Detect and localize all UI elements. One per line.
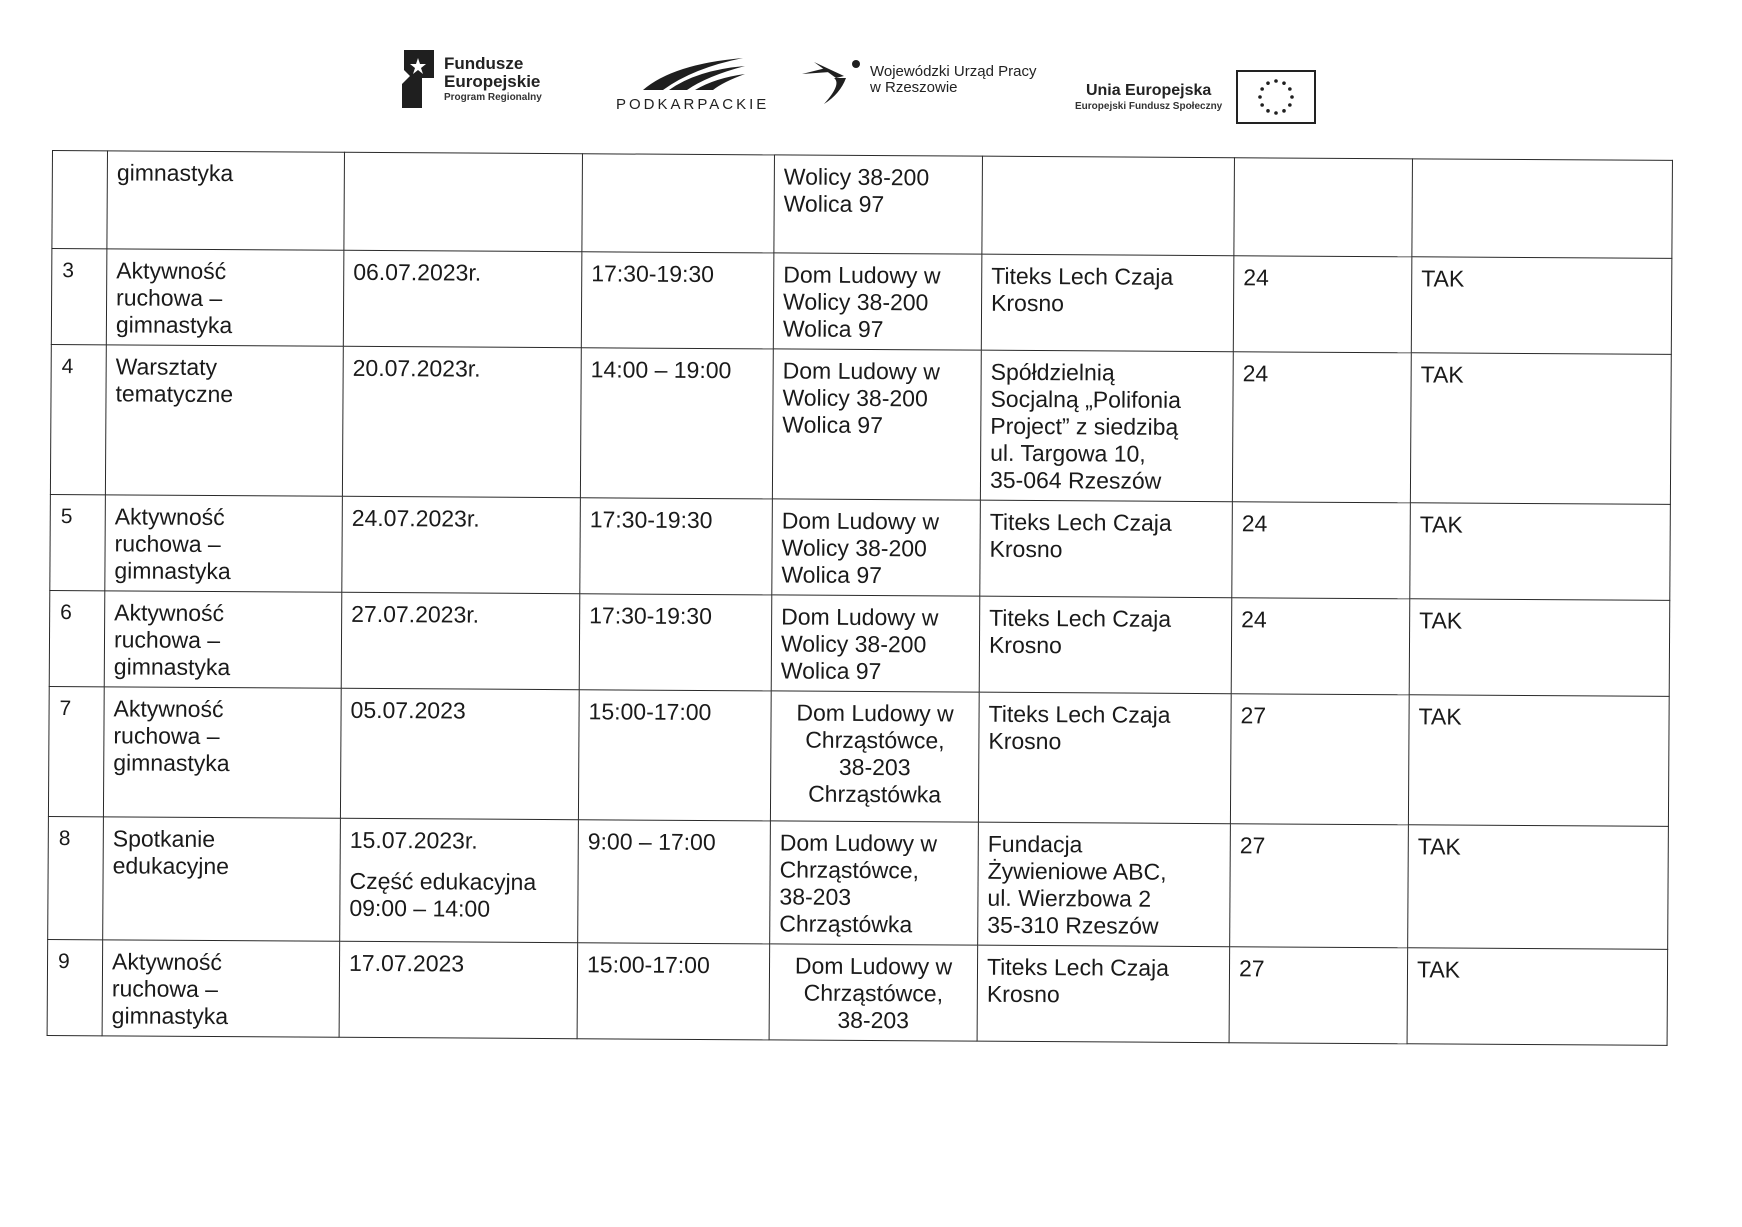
provider-line: Krosno xyxy=(986,980,1060,1008)
place-line: Chrząstówce, xyxy=(803,979,944,1007)
flag-text: TAK xyxy=(1418,703,1462,730)
provider-line: Project” z siedzibą xyxy=(990,412,1179,440)
eu-star xyxy=(1282,109,1286,113)
flag-text: TAK xyxy=(1419,511,1463,538)
provider-line: Fundacja xyxy=(987,830,1083,858)
cell-provider xyxy=(981,254,1234,352)
provider-line: Krosno xyxy=(988,631,1062,659)
wup-logo xyxy=(800,54,1036,106)
time-text: 17:30-19:30 xyxy=(591,260,715,288)
cell-place xyxy=(773,253,982,350)
cell-count xyxy=(1232,352,1411,503)
cell-time xyxy=(581,252,774,349)
date-line: 20.07.2023r. xyxy=(352,354,481,382)
cell-place xyxy=(770,691,979,822)
cell-count xyxy=(1230,824,1409,948)
activity-line: ruchowa – xyxy=(116,284,223,312)
cell-count xyxy=(1234,158,1413,257)
eu-star xyxy=(1266,81,1270,85)
cell-time xyxy=(578,690,771,821)
flag-text: TAK xyxy=(1421,265,1465,292)
date-extra-line: 09:00 – 14:00 xyxy=(349,894,491,922)
cell-date xyxy=(340,688,579,819)
cell-number xyxy=(50,494,106,590)
podkarpackie-text: PODKARPACKIE xyxy=(616,96,770,113)
fundusze-line1: Fundusze xyxy=(444,53,524,73)
cell-date xyxy=(343,250,582,347)
time-text: 15:00-17:00 xyxy=(588,698,712,726)
cell-number xyxy=(51,249,107,345)
date-line: 15.07.2023r. xyxy=(349,826,478,854)
cell-date xyxy=(344,152,583,251)
provider-line: Titeks Lech Czaja xyxy=(989,604,1172,632)
provider-line: 35-310 Rzeszów xyxy=(987,911,1159,939)
time-text: 15:00-17:00 xyxy=(586,951,710,979)
cell-activity xyxy=(105,495,343,592)
place-line: Wolicy 38-200 xyxy=(780,630,927,658)
flag-text: TAK xyxy=(1416,956,1461,983)
place-line: 38-203 xyxy=(837,1006,910,1034)
time-text: 14:00 – 19:00 xyxy=(590,356,732,384)
cell-provider xyxy=(980,500,1233,598)
activity-line: Aktywność xyxy=(116,257,227,285)
schedule-table xyxy=(47,150,1673,1046)
eu-star xyxy=(1258,95,1262,99)
eu-flag-icon xyxy=(1236,70,1316,124)
activity-line: ruchowa – xyxy=(113,626,221,654)
cell-date xyxy=(342,496,581,593)
row-number: 7 xyxy=(59,697,72,721)
table-row xyxy=(48,816,1669,949)
cell-flag xyxy=(1411,257,1672,355)
cell-flag xyxy=(1410,503,1671,601)
flag-text: TAK xyxy=(1419,607,1463,634)
cell-provider xyxy=(977,945,1230,1043)
cell-date xyxy=(341,592,580,689)
cell-count xyxy=(1229,947,1408,1044)
cell-activity xyxy=(102,940,340,1037)
activity-line: gimnastyka xyxy=(113,653,231,681)
activity-line: Warsztaty xyxy=(115,353,218,381)
row-number: 8 xyxy=(58,827,71,851)
table-row xyxy=(51,249,1672,355)
cell-place xyxy=(769,944,978,1041)
provider-line: Titeks Lech Czaja xyxy=(988,700,1171,728)
cell-number xyxy=(47,939,103,1035)
provider-line: Titeks Lech Czaja xyxy=(986,953,1170,981)
place-line: Wolica 97 xyxy=(782,411,883,439)
ue-logo xyxy=(1075,70,1316,124)
wup-line2: w Rzeszowie xyxy=(870,79,958,96)
place-line: Chrząstówce, xyxy=(779,856,920,884)
place-line: Wolicy 38-200 xyxy=(781,534,927,562)
cell-place xyxy=(771,595,980,692)
cell-date xyxy=(339,941,578,1038)
eu-star xyxy=(1288,87,1292,91)
place-line: Dom Ludowy w xyxy=(783,261,941,289)
ue-line2: Europejski Fundusz Społeczny xyxy=(1075,100,1223,112)
place-line: Wolica 97 xyxy=(781,561,883,589)
cell-provider xyxy=(980,350,1233,502)
provider-line: Spółdzielnią xyxy=(990,358,1115,386)
activity-line: Aktywność xyxy=(114,503,225,531)
activity-line: gimnastyka xyxy=(113,749,230,777)
activity-line: edukacyjne xyxy=(112,852,230,880)
place-line: Wolicy 38-200 xyxy=(783,288,929,316)
provider-line: Żywieniowe ABC, xyxy=(987,857,1167,885)
participant-count: 24 xyxy=(1242,360,1269,387)
eu-star xyxy=(1282,81,1286,85)
participant-count: 27 xyxy=(1240,702,1267,729)
participant-count xyxy=(1244,166,1403,167)
fundusze-line2: Europejskie xyxy=(444,71,541,91)
participant-count: 24 xyxy=(1241,510,1268,537)
cell-count xyxy=(1231,598,1410,695)
time-text xyxy=(592,162,765,163)
place-line: Wolica 97 xyxy=(783,190,885,218)
flag-text xyxy=(1422,167,1663,168)
table-row xyxy=(47,939,1668,1045)
cell-place xyxy=(770,821,979,945)
eu-star xyxy=(1274,79,1278,83)
table-row xyxy=(48,686,1669,826)
fundusze-line3: Program Regionalny xyxy=(444,91,542,103)
participant-count: 24 xyxy=(1243,264,1269,291)
place-line: Dom Ludowy w xyxy=(781,507,940,535)
place-line: Wolicy 38-200 xyxy=(783,163,930,191)
cell-flag xyxy=(1408,695,1669,827)
cell-date xyxy=(342,346,581,497)
provider-line: Titeks Lech Czaja xyxy=(991,262,1174,290)
podkarpackie-logo xyxy=(616,54,769,113)
participant-count: 24 xyxy=(1241,606,1267,633)
cell-number xyxy=(50,344,106,494)
activity-line: tematyczne xyxy=(115,380,234,408)
cell-flag xyxy=(1409,599,1670,697)
cell-time xyxy=(579,594,772,691)
table-row xyxy=(50,344,1671,504)
cell-time xyxy=(582,154,775,253)
place-line: 38-203 xyxy=(779,883,852,910)
eu-star xyxy=(1288,103,1292,107)
cell-activity xyxy=(103,817,341,941)
header-logos xyxy=(0,44,1742,134)
activity-line: Aktywność xyxy=(113,695,224,723)
podkarpackie-swoosh-icon xyxy=(633,54,753,94)
date-line: 27.07.2023r. xyxy=(351,600,480,628)
row-number: 6 xyxy=(60,601,72,625)
row-number: 5 xyxy=(60,505,73,529)
cell-date xyxy=(340,818,579,942)
place-line: Dom Ludowy w xyxy=(794,952,953,980)
time-text: 17:30-19:30 xyxy=(589,602,713,630)
cell-number xyxy=(52,151,108,249)
cell-flag xyxy=(1408,825,1669,950)
table-row xyxy=(52,151,1673,259)
provider-line: Krosno xyxy=(988,727,1062,755)
activity-line: ruchowa – xyxy=(111,975,219,1003)
activity-line: Aktywność xyxy=(111,948,223,976)
place-line: Wolica 97 xyxy=(780,657,882,685)
cell-flag xyxy=(1407,948,1668,1046)
flag-text: TAK xyxy=(1417,833,1461,860)
fundusze-europejskie-icon xyxy=(400,48,436,110)
place-line: Chrząstówka xyxy=(779,910,913,938)
place-line: Chrząstówka xyxy=(808,780,942,808)
activity-line: ruchowa – xyxy=(113,722,220,750)
cell-number xyxy=(49,590,105,686)
cell-time xyxy=(577,943,770,1040)
eu-star xyxy=(1266,109,1270,113)
provider-line: Krosno xyxy=(991,289,1065,317)
cell-activity xyxy=(103,687,341,818)
row-number: 9 xyxy=(57,950,70,974)
cell-count xyxy=(1230,694,1409,825)
place-line: Dom Ludowy w xyxy=(782,357,940,385)
activity-line: Spotkanie xyxy=(112,825,216,853)
date-line: 17.07.2023 xyxy=(348,949,465,977)
eu-star xyxy=(1261,87,1265,91)
cell-provider xyxy=(982,156,1235,256)
flag-text: TAK xyxy=(1420,361,1464,388)
cell-count xyxy=(1233,256,1412,353)
provider-line: Krosno xyxy=(989,535,1063,563)
date-line: 24.07.2023r. xyxy=(351,504,480,532)
place-line: Dom Ludowy w xyxy=(781,603,939,631)
cell-place xyxy=(772,349,981,500)
cell-activity xyxy=(106,249,344,346)
time-text: 17:30-19:30 xyxy=(589,506,713,534)
eu-star xyxy=(1274,111,1278,115)
cell-provider xyxy=(978,692,1231,824)
table-row xyxy=(49,590,1670,696)
activity-line: gimnastyka xyxy=(116,159,234,187)
provider-line: ul. Targowa 10, xyxy=(990,439,1146,467)
cell-activity xyxy=(107,151,345,250)
cell-time xyxy=(580,348,773,499)
provider-line: 35-064 Rzeszów xyxy=(989,466,1162,494)
place-line: 38-203 xyxy=(838,753,911,781)
cell-place xyxy=(772,499,981,596)
date-extra xyxy=(349,868,568,923)
provider-line: Socjalną „Polifonia xyxy=(990,385,1182,413)
cell-provider xyxy=(979,596,1232,694)
row-number: 4 xyxy=(61,355,74,379)
participant-count: 27 xyxy=(1238,955,1265,982)
eu-star xyxy=(1290,95,1294,99)
cell-activity xyxy=(105,345,343,496)
place-line: Dom Ludowy w xyxy=(779,829,938,857)
fundusze-europejskie-logo xyxy=(400,48,542,110)
provider-line: ul. Wierzbowa 2 xyxy=(987,884,1152,912)
activity-line: Aktywność xyxy=(114,599,225,627)
cell-provider xyxy=(978,822,1231,947)
cell-flag xyxy=(1410,353,1671,505)
date-line: 05.07.2023 xyxy=(350,696,466,724)
cell-activity xyxy=(104,591,342,688)
place-line: Wolicy 38-200 xyxy=(782,384,928,412)
activity-line: ruchowa – xyxy=(114,530,221,558)
wup-line1: Wojewódzki Urząd Pracy xyxy=(870,62,1037,80)
cell-flag xyxy=(1412,159,1673,259)
time-text: 9:00 – 17:00 xyxy=(587,828,716,856)
cell-place xyxy=(774,155,983,254)
schedule-table-wrap xyxy=(47,150,1672,1046)
activity-line: gimnastyka xyxy=(115,311,233,339)
provider-line: Titeks Lech Czaja xyxy=(989,508,1172,536)
date-line: 06.07.2023r. xyxy=(353,258,482,286)
activity-line: gimnastyka xyxy=(111,1002,229,1030)
wup-bird-icon xyxy=(800,54,864,106)
cell-number xyxy=(48,816,104,939)
row-number: 3 xyxy=(62,259,75,283)
table-row xyxy=(50,494,1671,600)
date-extra-line: Część edukacyjna xyxy=(349,867,537,895)
eu-star xyxy=(1261,103,1265,107)
participant-count: 27 xyxy=(1239,832,1266,859)
place-line: Wolica 97 xyxy=(782,315,884,343)
cell-time xyxy=(580,498,773,595)
place-line: Dom Ludowy w xyxy=(796,699,954,727)
place-line: Chrząstówce, xyxy=(805,726,945,754)
ue-line1: Unia Europejska xyxy=(1085,82,1212,100)
cell-time xyxy=(578,820,771,944)
cell-count xyxy=(1232,502,1411,599)
activity-line: gimnastyka xyxy=(114,557,231,585)
cell-number xyxy=(48,686,104,816)
